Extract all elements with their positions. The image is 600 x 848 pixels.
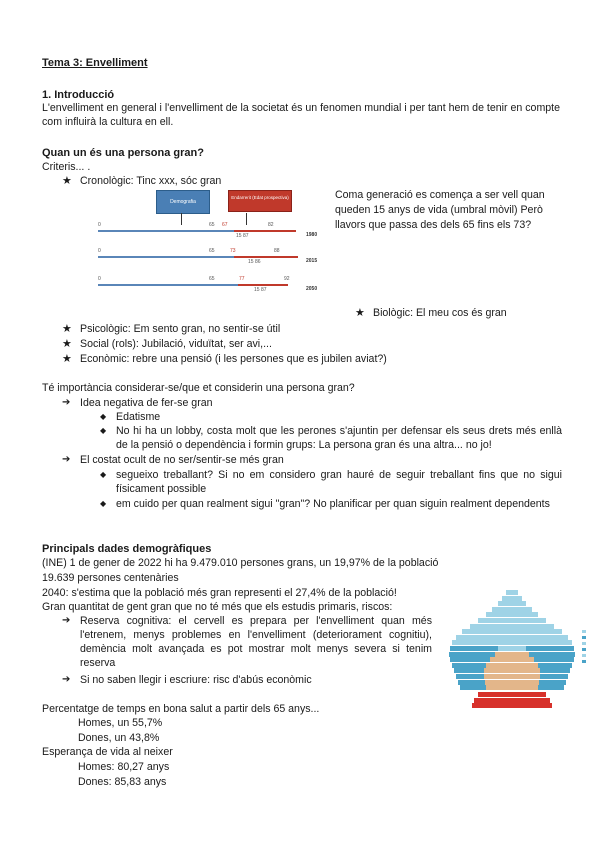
social-item: ★ Social (rols): Jubilació, viduïtat, ser avi,... xyxy=(80,337,272,351)
timeline-row-1980-blue xyxy=(98,230,234,232)
dades-line3: 2040: s'estima que la població més gran representi el 27,4% de la població! xyxy=(42,587,397,599)
pyramid-inner-bar xyxy=(497,624,527,629)
pyramid-inner-bar xyxy=(498,612,526,617)
row2-end: 88 xyxy=(274,248,280,254)
economic-item: ★ Econòmic: rebre una pensió (i les persones que es jubilen aviat?) xyxy=(80,352,387,366)
lobby-item: ◆ No hi ha un lobby, costa molt que les perones s'ajuntin per defensar els seus drets més enllà de la pensió o dependència i formin grups: La persona gran és una altra... no jo! xyxy=(116,424,562,452)
timeline-row-2050-blue xyxy=(98,284,238,286)
homes-esperanca: Homes: 80,27 anys xyxy=(78,761,170,773)
homes-salut: Homes, un 55,7% xyxy=(78,717,163,729)
population-pyramid-image xyxy=(442,586,592,712)
row3-a: 65 xyxy=(209,276,215,282)
pyramid-inner-bar xyxy=(498,646,526,651)
pyramid-inner-bar xyxy=(498,629,526,634)
pyramid-legend-swatch xyxy=(582,630,586,633)
pyramid-inner-bar xyxy=(499,640,525,645)
row2-span: 15 86 xyxy=(248,259,261,265)
row3-start: 0 xyxy=(98,276,101,282)
pyramid-inner-bar xyxy=(503,601,521,606)
cuido-item: ◆ em cuido per quan realment sigui "gran"? No planificar per quan siguin realment dependents xyxy=(116,497,562,511)
dades-line2: 19.639 persones centenàries xyxy=(42,572,179,584)
row3-year: 2050 xyxy=(306,286,318,292)
row2-b: 73 xyxy=(230,248,236,254)
pyramid-inner-bar xyxy=(495,652,529,657)
row2-a: 65 xyxy=(209,248,215,254)
timeline-row-2015-red xyxy=(234,256,298,258)
page-title: Tema 3: Envelliment xyxy=(42,57,148,69)
pyramid-base-bar xyxy=(472,703,552,708)
row2-year: 2015 xyxy=(306,258,318,264)
biologic-item: ★ Biològic: El meu cos és gran xyxy=(373,306,507,320)
pyramid-base-bar xyxy=(478,692,546,697)
importancia-question: Té importància considerar-se/que et considerin una persona gran? xyxy=(42,382,355,394)
row3-span: 15 87 xyxy=(254,287,267,293)
llegir-item: ➔ Si no saben llegir i escriure: risc d'abús econòmic xyxy=(80,673,312,687)
pyramid-inner-bar xyxy=(490,657,534,662)
timeline-row-1980-red xyxy=(234,230,296,232)
row3-b: 77 xyxy=(239,276,245,282)
pyramid-inner-bar xyxy=(500,607,524,612)
row1-a: 65 xyxy=(209,222,215,228)
costat-ocult-item: ➔ El costat ocult de no ser/sentir-se més gran xyxy=(80,453,284,467)
dones-salut: Dones, un 43,8% xyxy=(78,732,160,744)
row3-end: 92 xyxy=(284,276,290,282)
cronologic-item: ★ Cronològic: Tinc xxx, sóc gran xyxy=(80,174,221,188)
dones-esperanca: Dones: 85,83 anys xyxy=(78,776,167,788)
gran-heading: Quan un és una persona gran? xyxy=(42,147,204,159)
dades-heading: Principals dades demogràfiques xyxy=(42,543,212,555)
pyramid-inner-bar xyxy=(499,635,525,640)
edatisme-item: ◆ Edatisme xyxy=(116,410,160,424)
row1-end: 82 xyxy=(268,222,274,228)
criteris-text: Criteris... . xyxy=(42,161,91,173)
demografia-box: Demografia xyxy=(156,190,210,214)
row1-start: 0 xyxy=(98,222,101,228)
dades-line4: Gran quantitat de gent gran que no té més que els estudis primaris, riscos: xyxy=(42,601,393,613)
timeline-row-2050-red xyxy=(238,284,288,286)
pyramid-inner-bar xyxy=(484,668,540,673)
pyramid-inner-bar xyxy=(484,674,540,679)
connector-left xyxy=(181,213,182,225)
pyramid-legend-swatch xyxy=(582,648,586,651)
row2-start: 0 xyxy=(98,248,101,254)
generacio-text: Coma generació es comença a ser vell quan queden 15 anys de vida (umbral mòvil) Però llavors que passa des dels 65 fins els 73? xyxy=(335,189,545,231)
pyramid-inner-bar xyxy=(485,680,539,685)
psicologic-item: ★ Psicològic: Em sento gran, no sentir-se útil xyxy=(80,322,280,336)
intro-heading: 1. Introducció xyxy=(42,89,115,101)
timeline-figure xyxy=(96,186,324,298)
pyramid-legend-swatch xyxy=(582,654,586,657)
endarrerit-box: Endarrerit (Edat prospectiva) xyxy=(228,190,292,212)
row1-b: 67 xyxy=(222,222,228,228)
percentatge-text: Percentatge de temps en bona salut a partir dels 65 anys... xyxy=(42,703,320,715)
pyramid-inner-bar xyxy=(508,590,516,595)
pyramid-inner-bar xyxy=(486,685,538,690)
pyramid-inner-bar xyxy=(497,618,527,623)
reserva-item: ➔ Reserva cognitiva: el cervell es prepara per l'envelliment quan més l'etrenem, menys problemes en l'envelliment (deteriorament cognitiu), demència molt avançada es pot mostrar molt menys severa si tenim reserva xyxy=(80,614,432,670)
timeline-row-2015-blue xyxy=(98,256,234,258)
intro-text: L'envelliment en general i l'envelliment de la societat és un fenomen mundial i per tant hem de tenir en compte com influirà la cultura en ell. xyxy=(42,102,560,128)
dades-line1: (INE) 1 de gener de 2022 hi ha 9.479.010 persones grans, un 19,97% de la població xyxy=(42,557,439,569)
esperanca-text: Esperança de vida al neixer xyxy=(42,746,173,758)
pyramid-base-bar xyxy=(474,698,550,703)
pyramid-legend-swatch xyxy=(582,642,586,645)
pyramid-legend-swatch xyxy=(582,660,586,663)
pyramid-legend-swatch xyxy=(582,636,586,639)
connector-right xyxy=(246,213,247,225)
row1-span: 15 87 xyxy=(236,233,249,239)
pyramid-inner-bar xyxy=(486,663,538,668)
idea-negativa-item: ➔ Idea negativa de fer-se gran xyxy=(80,396,213,410)
pyramid-inner-bar xyxy=(505,596,519,601)
row1-year: 1980 xyxy=(306,232,318,238)
treballant-item: ◆ segueixo treballant? Si no em considero gran hauré de seguir treballant fins que no sigui físicament possible xyxy=(116,468,562,496)
